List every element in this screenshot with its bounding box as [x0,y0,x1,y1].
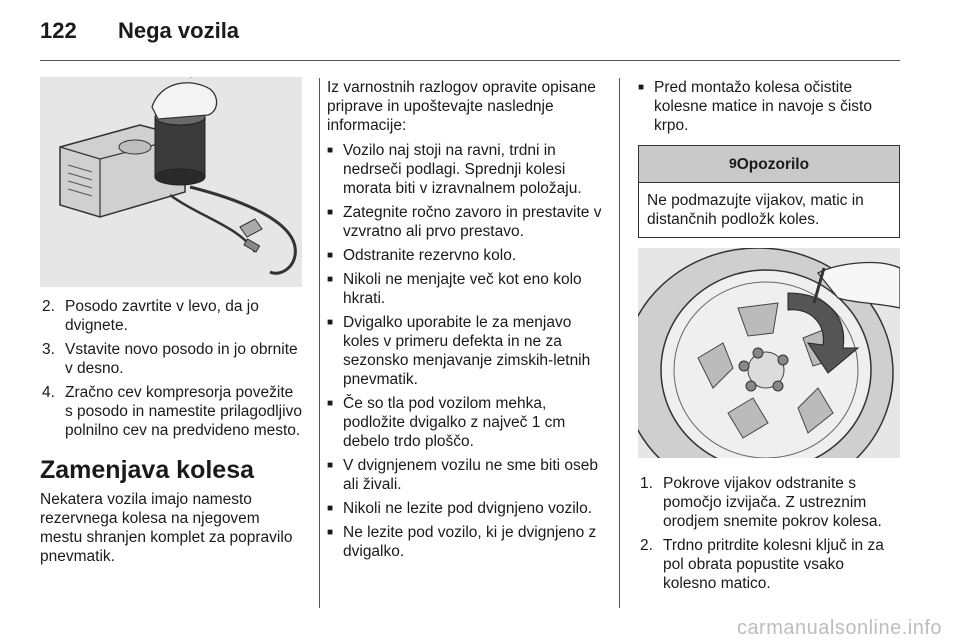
warning-text: Ne podmazujte vijakov, matic in distančnih podložk koles. [647,192,864,228]
prep-bullets [638,78,900,135]
column-right [638,78,900,598]
header-rule [40,60,900,61]
bullet-item: ■ Zategnite ročno zavoro in prestavite v vzvratno ali prvo prestavo. [327,203,605,241]
bullet-item: ■ Vozilo naj stoji na ravni, trdni in nedrseči podlagi. Sprednji kolesi morata biti v izravnalnem položaju. [327,141,605,198]
watermark: carmanualsonline.info [736,617,942,639]
step-item: 3. Vstavite novo posodo in jo obrnite v desno. [42,341,298,377]
bullet-item: ■ Dvigalko uporabite le za menjavo koles v primeru defekta in ne za sezonsko menjavanje zimskih-letnih pnevmatik. [327,313,605,389]
section-intro: Nekatera vozila imajo namesto rezervnega kolesa na njegovem mestu shranjen komplet za popravilo pnevmatik. [40,491,293,565]
column-middle [327,78,605,566]
bullet-item: ■ Pred montažo kolesa očistite kolesne matice in navoje s čisto krpo. [638,78,900,135]
page-number: 122 [40,18,77,43]
wheel-drawing [638,248,900,458]
page-header [40,18,240,44]
safety-bullets [327,141,605,561]
bullet-item: ■ Odstranite rezervno kolo. [327,246,605,265]
warning-box [638,145,900,238]
bullet-item: ■ Nikoli ne lezite pod dvignjeno vozilo. [327,499,605,518]
bullet-item: ■ Nikoli ne menjajte več kot eno kolo hkrati. [327,270,605,308]
column-divider-2 [619,78,620,608]
middle-intro: Iz varnostnih razlogov opravite opisane priprave in upoštevajte naslednje informacije: [327,79,596,134]
step-item: 1. Pokrove vijakov odstranite s pomočjo izvijača. Z ustreznim orodjem snemite pokrov kolesa. [640,475,882,530]
column-divider-1 [319,78,320,608]
wheel-illustration [638,248,900,458]
steps-list-left [40,297,302,440]
compressor-drawing [40,77,302,287]
warning-icon: 9 [728,155,737,171]
step-item: 2. Trdno pritrdite kolesni ključ in za pol obrata popustite vsako kolesno matico. [640,537,884,592]
steps-list-right [638,474,900,593]
bullet-item: ■ Ne lezite pod vozilo, ki je dvignjeno z dvigalko. [327,523,605,561]
section-heading: Zamenjava kolesa [40,456,255,484]
column-left [40,77,302,572]
step-item: 2. Posodo zavrtite v levo, da jo dvignete. [42,298,259,334]
bullet-item: ■ Če so tla pod vozilom mehka, podložite dvigalko z največ 1 cm debelo trdo ploščo. [327,394,605,451]
page-title: Nega vozila [118,18,240,43]
warning-title: Opozorilo [736,156,810,173]
step-item: 4. Zračno cev kompresorja povežite s posodo in namestite prilagodljivo polnilno cev na predvideno mesto. [42,384,302,439]
compressor-illustration [40,77,302,287]
bullet-item: ■ V dvignjenem vozilu ne sme biti oseb ali živali. [327,456,605,494]
warning-header [639,146,899,183]
